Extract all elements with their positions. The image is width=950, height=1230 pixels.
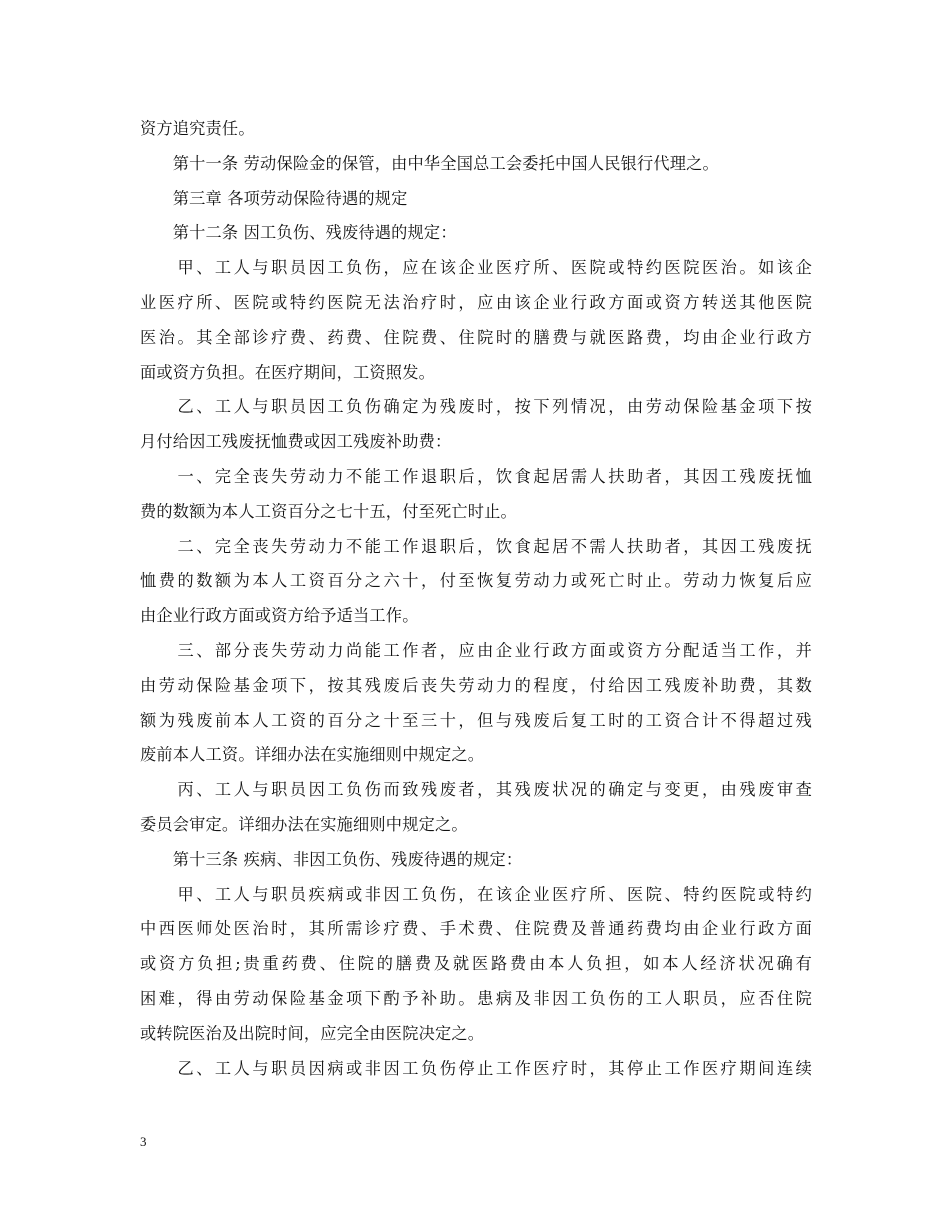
- text-line: 医治。其全部诊疗费、药费、住院费、住院时的膳费与就医路费，均由企业行政方: [140, 327, 812, 347]
- text-line: 三、部分丧失劳动力尚能工作者，应由企业行政方面或资方分配适当工作，并: [140, 640, 812, 660]
- text-line: 困难，得由劳动保险基金项下酌予补助。患病及非因工负伤的工人职员，应否住院: [140, 988, 812, 1008]
- text-line: 一、完全丧失劳动力不能工作退职后，饮食起居需人扶助者，其因工残废抚恤: [140, 466, 812, 486]
- text-line: 由企业行政方面或资方给予适当工作。: [140, 606, 419, 626]
- text-line: 或转院医治及出院时间，应完全由医院决定之。: [140, 1023, 485, 1043]
- document-body: [140, 112, 812, 1086]
- page-number: 3: [140, 1134, 147, 1149]
- text-line: 第十二条 因工负伤、残废待遇的规定：: [140, 223, 457, 243]
- text-line: 面或资方负担。在医疗期间，工资照发。: [140, 362, 435, 382]
- text-line: 二、完全丧失劳动力不能工作退职后，饮食起居不需人扶助者，其因工残废抚: [140, 536, 812, 556]
- text-line: 由劳动保险基金项下，按其残废后丧失劳动力的程度，付给因工残废补助费，其数: [140, 675, 812, 695]
- text-line: 或资方负担;贵重药费、住院的膳费及就医路费由本人负担，如本人经济状况确有: [140, 954, 812, 974]
- text-line: 甲、工人与职员因工负伤，应在该企业医疗所、医院或特约医院医治。如该企: [140, 258, 812, 278]
- text-line: 资方追究责任。: [140, 119, 255, 138]
- text-line: 恤费的数额为本人工资百分之六十，付至恢复劳动力或死亡时止。劳动力恢复后应: [140, 571, 812, 591]
- text-line: 废前本人工资。详细办法在实施细则中规定之。: [140, 745, 485, 765]
- text-line: 丙、工人与职员因工负伤而致残废者，其残废状况的确定与变更，由残废审查: [140, 780, 812, 800]
- text-line: 第三章 各项劳动保险待遇的规定: [140, 188, 408, 208]
- text-line: 乙、工人与职员因病或非因工负伤停止工作医疗时，其停止工作医疗期间连续: [140, 1058, 812, 1078]
- text-line: 月付给因工残废抚恤费或因工残废补助费：: [140, 432, 452, 452]
- text-line: 第十一条 劳动保险金的保管，由中华全国总工会委托中国人民银行代理之。: [140, 153, 719, 173]
- text-line: 中西医师处医治时，其所需诊疗费、手术费、住院费及普通药费均由企业行政方面: [140, 919, 812, 939]
- text-line: 费的数额为本人工资百分之七十五，付至死亡时止。: [140, 501, 517, 521]
- text-line: 乙、工人与职员因工负伤确定为残废时，按下列情况，由劳动保险基金项下按: [140, 397, 812, 417]
- text-line: 业医疗所、医院或特约医院无法治疗时，应由该企业行政方面或资方转送其他医院: [140, 292, 812, 312]
- text-line: 甲、工人与职员疾病或非因工负伤，在该企业医疗所、医院、特约医院或特约: [140, 884, 812, 904]
- text-line: 委员会审定。详细办法在实施细则中规定之。: [140, 814, 468, 834]
- text-line: 第十三条 疾病、非因工负伤、残废待遇的规定：: [140, 849, 523, 869]
- text-line: 额为残废前本人工资的百分之十至三十，但与残废后复工时的工资合计不得超过残: [140, 710, 812, 730]
